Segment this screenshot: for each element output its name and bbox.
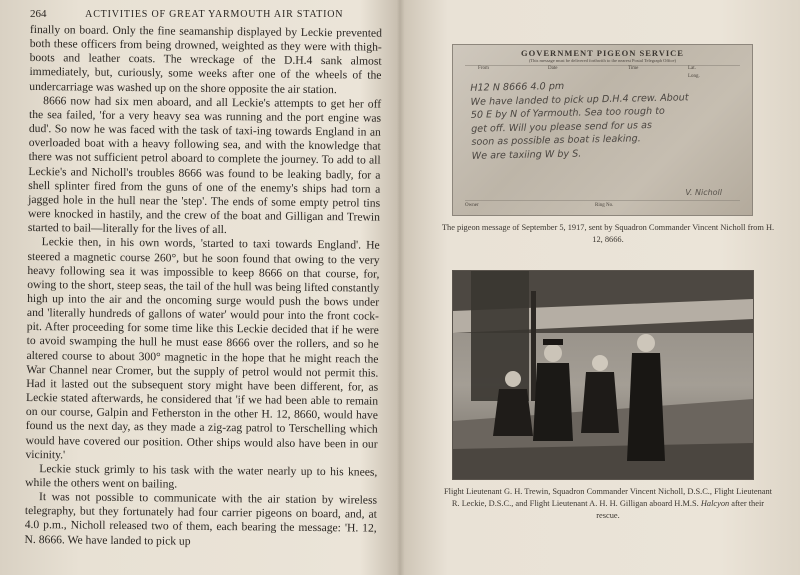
handwritten-signature: V. Nicholl	[685, 188, 722, 197]
crew-photo-illustration	[453, 271, 753, 479]
running-title: ACTIVITIES OF GREAT YARMOUTH AIR STATION	[85, 9, 344, 20]
handwriting-line: We have landed to pick up D.H.4 crew. About	[470, 91, 689, 108]
page-number: 264	[30, 8, 47, 20]
body-text	[25, 23, 382, 550]
handwriting-line: H12 N 8666 4.0 pm	[470, 80, 565, 94]
strut	[531, 291, 536, 401]
deck	[453, 443, 753, 479]
caption-suffix: after their rescue.	[596, 499, 765, 521]
time-label: Time	[628, 66, 639, 71]
form-footer	[465, 203, 740, 211]
ring-no-label: Ring No.	[595, 203, 614, 208]
left-page	[24, 8, 382, 548]
form-fields	[478, 66, 734, 79]
caption-ship-name: Halcyon	[700, 499, 730, 509]
paragraph: finally on board. Only the fine seamanship displayed by Leckie prevented both these officers from being drowned, weighted as they were with thigh-boots and leather coats. The wreckage of the D.H.4 sank almost immediately, but, curiously, some weeks after one of the wheels of the undercarriage was washed up on the shore opposite the air station.	[29, 23, 382, 96]
paragraph: Leckie then, in his own words, 'started to taxi towards England'. He steered a magnetic course 260°, but he soon found that owing to the very heavy following sea it was impossible to keep 8666 on that course, for, owing to the short, steep seas, the tail of the hull was being lifted constantly high up into the air and the oncoming surge would push the bows under and 'literally hundreds of gallons of water' would pour into the front cock-pit. After proceeding for some time like this Leckie decided that if he were to avoid swamping the hull he must ease 8666 over the rollers, and so he altered course to about 300° magnetic in the hope that he might reach the War Channel near Cromer, but the supply of petrol would not permit this. Had it lasted out the subsequent story might have been different, for, as Leckie stated afterwards, he considered that 'if we had been able to remain on our course, Galpin and Fetherston in the other H. 12, 8660, would have found us the next day, as they made a zig-zag patrol to Terschelling which would have covered our position. Other ships would also have been in our vicinity.'	[25, 235, 380, 462]
figure-gilligan	[627, 334, 665, 461]
paragraph: Leckie stuck grimly to his task with the water nearly up to his knees, while the others went on bailing.	[25, 461, 378, 491]
handwriting-line: soon as possible as boat is leaking.	[471, 133, 641, 149]
pigeon-message-caption: The pigeon message of September 5, 1917, sent by Squadron Commander Vincent Nicholl from H. 12, 8666.	[441, 223, 775, 245]
caption-text: Flight Lieutenant G. H. Trewin, Squadron Commander Vincent Nicholl, D.S.C., Flight Lieutenant R. Leckie, D.S.C., and Flight Lieutenant A. H. H. Gilligan aboard H.M.S.	[443, 487, 773, 509]
page-header	[30, 8, 382, 20]
crew-photo	[452, 270, 754, 480]
pigeon-message-photo	[452, 44, 753, 216]
paragraph: It was not possible to communicate with the air station by wireless telegraphy, but they fortunately had four carrier pigeons on board, and, at 4.0 p.m., Nicholl released two of them, each bearing the message: 'H. 12, N. 8666. We have landed to pick up	[24, 490, 378, 548]
handwritten-message	[470, 76, 742, 163]
form-rule	[465, 200, 740, 201]
paragraph: 8666 now had six men aboard, and all Leckie's attempts to get her off the sea failed, 'for a very heavy sea was running and the port engine was dud'. So now he was faced with the task of taxi-ing towards England in an overloaded boat with a heavy following sea, and with the knowledge that there was not sufficient petrol aboard to complete the journey. To add to all Leckie's and Nicholl's troubles 8666 was found to be leaking badly, for a shell splinter fired from the guns of one of the enemy's ships had torn a jagged hole in the hull near the 'step'. The ends of some empty petrol tins were knocked in hastily, and the crew of the boat and Gilligan and Trewin started to bail—literally for the lives of all.	[27, 93, 382, 237]
crew-photo-caption	[440, 486, 776, 523]
from-label: From	[478, 66, 489, 71]
form-title: GOVERNMENT PIGEON SERVICE	[521, 48, 684, 58]
long-label: Long.	[688, 74, 700, 79]
form-note: (This message must be delivered forthwith to the nearest Postal Telegraph Office)	[528, 58, 677, 63]
lat-label: Lat.	[688, 66, 696, 71]
owner-label: Owner	[465, 203, 479, 208]
handwriting-line: get off. Will you please send for us as	[471, 119, 653, 135]
handwriting-line: 50 E by N of Yarmouth. Sea too rough to	[470, 105, 665, 122]
handwriting-line: We are taxiing W by S.	[471, 148, 582, 162]
date-label: Date	[548, 66, 558, 71]
